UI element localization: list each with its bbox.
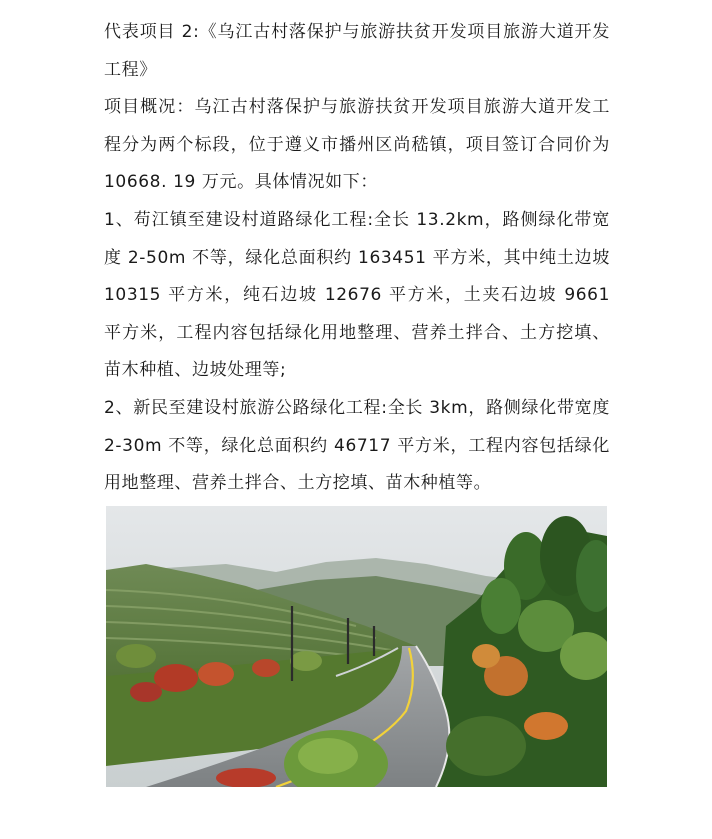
right-foreground-shrub — [446, 716, 526, 776]
project-title-paragraph: 代表项目 2:《乌江古村落保护与旅游扶贫开发项目旅游大道开发工程》 — [104, 22, 610, 80]
project-overview-paragraph: 项目概况：乌江古村落保护与旅游扶贫开发项目旅游大道开发工程分为两个标段，位于遵义市播州区尚嵇镇，项目签订合同价为 10668. 19 万元。具体情况如下： — [104, 97, 610, 193]
orange-shrub — [524, 712, 568, 740]
item-1-paragraph: 1、苟江镇至建设村道路绿化工程:全长 13.2km，路侧绿化带宽度 2-50m 不等，绿化总面积约 163451 平方米，其中纯土边坡 10315 平方米，纯石边坡 12676 平方米，土夹石边坡 9661 平方米，工程内容包括绿化用地整理、营养土拌合、土方挖填、苗木种植、边坡处理等; — [104, 209, 610, 381]
document-body — [104, 14, 610, 503]
project-road-photo — [106, 506, 607, 787]
item-2-paragraph: 2、新民至建设村旅游公路绿化工程:全长 3km，路侧绿化带宽度 2-30m 不等，绿化总面积约 46717 平方米，工程内容包括绿化用地整理、营养土拌合、土方挖填、苗木种植等。 — [104, 397, 610, 494]
road-landscape-illustration — [106, 506, 607, 787]
foreground-bush-highlight — [298, 738, 358, 774]
